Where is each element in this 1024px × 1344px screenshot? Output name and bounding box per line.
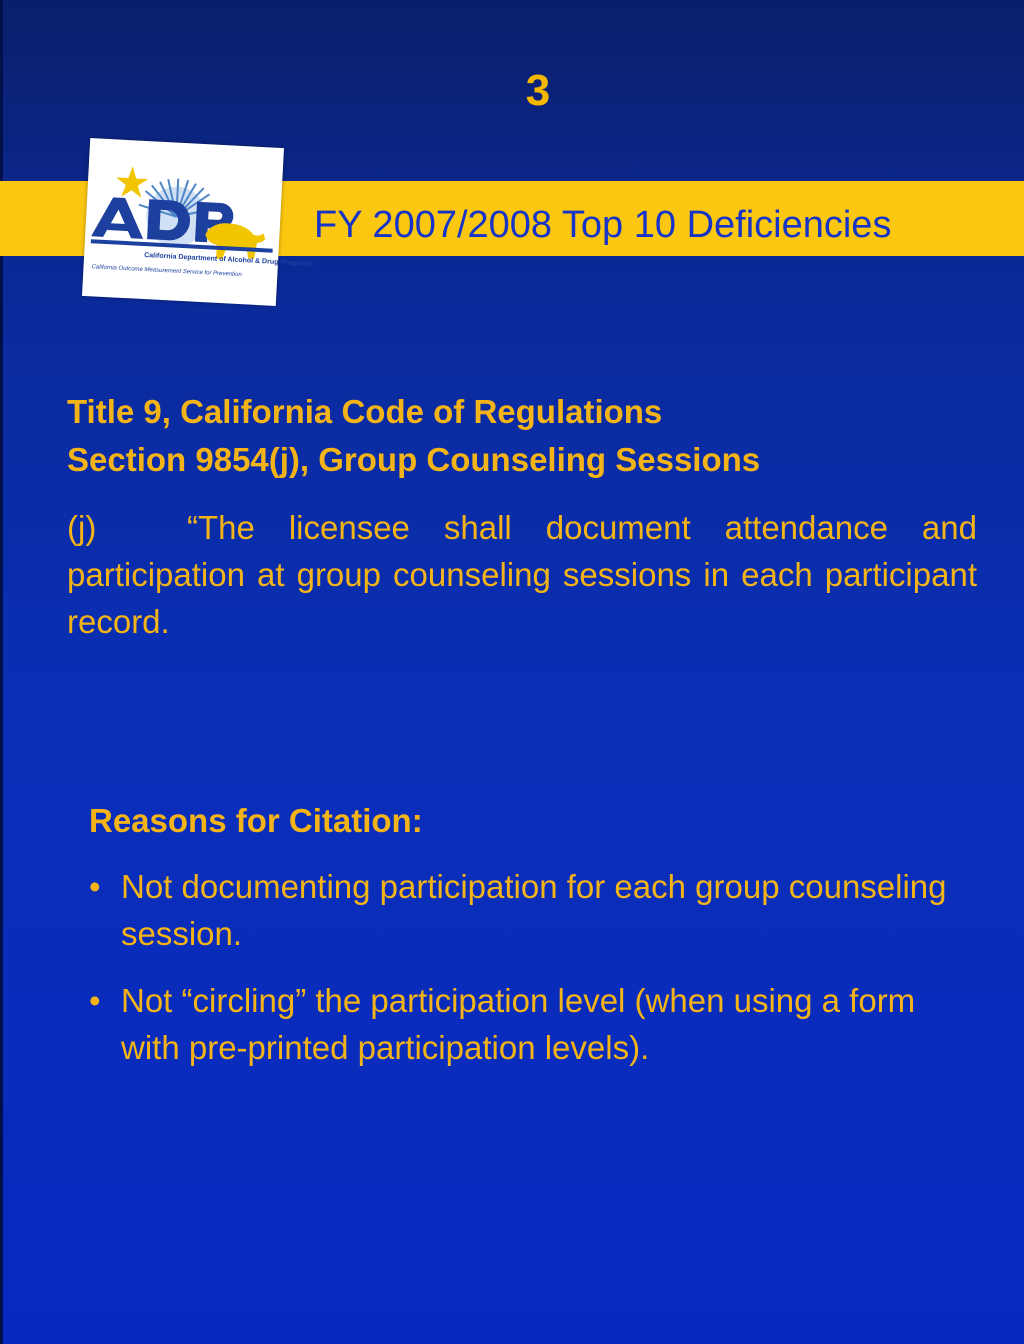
regulation-heading bbox=[67, 388, 987, 484]
star-icon bbox=[115, 165, 149, 198]
banner-title: FY 2007/2008 Top 10 Deficiencies bbox=[314, 204, 892, 246]
reasons-title: Reasons for Citation: bbox=[89, 802, 423, 839]
heading-line-2: Section 9854(j), Group Counseling Sessions bbox=[67, 441, 761, 478]
slide-number: 3 bbox=[525, 66, 551, 115]
reason-text: Not documenting participation for each group counseling session. bbox=[121, 868, 947, 952]
regulation-text bbox=[67, 504, 977, 645]
adp-logo-graphic bbox=[82, 138, 314, 306]
reason-item bbox=[89, 863, 969, 957]
adp-logo bbox=[82, 138, 314, 306]
bullet-icon: • bbox=[89, 982, 101, 1019]
regulation-label: (j) bbox=[67, 509, 97, 546]
heading-line-1: Title 9, California Code of Regulations bbox=[67, 393, 663, 430]
logo-line1: California Department of Alcohol & Drug Programs bbox=[144, 252, 314, 268]
reason-text: Not “circling” the participation level (when using a form with pre-printed participation levels). bbox=[121, 982, 916, 1066]
regulation-body: “The licensee shall document attendance and participation at group counseling sessions in each participant record. bbox=[67, 509, 977, 640]
bullet-icon: • bbox=[89, 868, 101, 905]
reasons-section bbox=[89, 797, 969, 1091]
reason-item bbox=[89, 977, 969, 1071]
logo-line2: California Outcome Measurement Service for Prevention bbox=[91, 264, 242, 279]
